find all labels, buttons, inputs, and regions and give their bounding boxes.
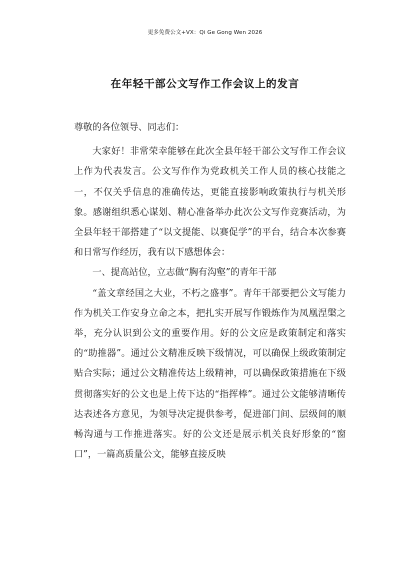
paragraph-section-1: “盖文章经国之大业，不朽之盛事”。青年干部要把公文写能力作为机关工作安身立命之本，把扎实开展写作锻炼作为凤凰涅槃之举，充分认识到公文的重要作用。好的公文应是政策制定和落实的“助推器”。通过公文精准反映下级情况，可以确保上级政策制定贴合实际；通过公文精准传达上级精神，可以确保政策措施在下级贯彻落实好的公文也是上传下达的“指挥棒”。通过公文能够清晰传达表述各方意见，为领导决定提供参考，促进部门间、层级间的顺畅沟通与工作推进落实。好的公文还是展示机关良好形象的“窗口”，一篇高质量公文，能够直接反映 (74, 287, 346, 461)
salutation: 尊敬的各位领导、同志们： (74, 122, 185, 133)
document-body (74, 118, 346, 465)
section-heading-1: 一、提高站位，立志做“胸有沟壑”的青年干部 (92, 267, 277, 279)
paragraph-opening: 大家好！非常荣幸能够在此次全县年轻干部公文写作工作会议上作为代表发言。公文写作作为党政机关工作人员的核心技能之一，不仅关乎信息的准确传达，更能直接影响政策执行与机关形象。感谢组织悉心谋划、精心准备举办此次公文写作竞赛活动，为全县年轻干部搭建了“以文提能、以赛促学”的平台，结合本次参赛和日常写作经历，我有以下感想体会： (74, 146, 346, 259)
header-note: 更多免费公文+VX：Qi Ge Gong Wen 2026 (147, 30, 263, 36)
document-title: 在年轻干部公文写作工作会议上的发言 (110, 78, 300, 90)
